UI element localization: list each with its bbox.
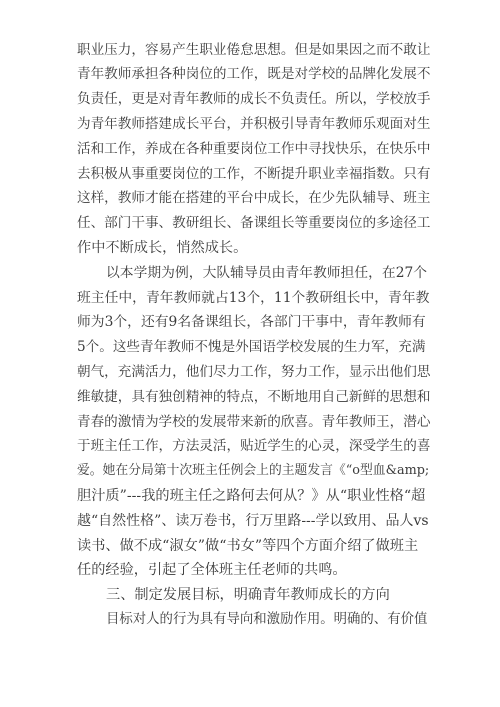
text-line-24: 目标对人的行为具有导向和激励作用。明确的、有价值 [106,612,428,627]
text-line-18: 爱。她在分局第十次班主任例会上的主题发言《“o型血&amp; [77,463,430,478]
text-line-8: 任、部门干事、教研组长、备课组长等重要岗位的多途径工 [77,215,431,231]
text-line-15: 维敏捷，具有独创精神的特点，不断地用自己新鲜的思想和 [77,389,431,405]
text-line-5: 活和工作，养成在各种重要岗位工作中寻找快乐，在快乐中 [77,141,431,157]
text-line-1: 职业压力，容易产生职业倦怠思想。但是如果因之而不敢让 [77,42,431,58]
text-line-20: 越“自然性格”、读万卷书，行万里路---学以致用、品人vs [77,513,429,529]
text-line-11: 班主任中，青年教师就占13个，11个教研组长中，青年教 [77,290,430,306]
text-line-22: 任的经验，引起了全体班主任老师的共鸣。 [77,562,347,578]
text-line-2: 青年教师承担各种岗位的工作，既是对学校的品牌化发展不 [77,66,431,82]
text-line-14: 朝气，充满活力，他们尽力工作，努力工作，显示出他们思 [77,364,431,380]
text-line-9: 作中不断成长，悄然成长。 [77,240,248,256]
text-line-6: 去积极从事重要岗位的工作，不断提升职业幸福指数。只有 [77,166,431,182]
text-line-10: 以本学期为例，大队辅导员由青年教师担任，在27个 [106,265,428,281]
text-line-4: 为青年教师搭建成长平台，并积极引导青年教师乐观面对生 [77,116,431,132]
text-line-16: 青春的激情为学校的发展带来新的欣喜。青年教师王，潜心 [77,414,431,430]
text-line-17: 于班主任工作，方法灵活，贴近学生的心灵，深受学生的喜 [77,438,431,454]
text-line-21: 读书、做不成“淑女”做“书女”等四个方面介绍了做班主 [77,538,419,554]
text-line-13: 5个。这些青年教师不愧是外国语学校发展的生力军，充满 [77,339,426,355]
section-heading: 三、制定发展目标，明确青年教师成长的方向 [106,587,390,603]
text-line-7: 这样，教师才能在搭建的平台中成长，在少先队辅导、班主 [77,190,431,206]
text-line-19: 胆汁质”---我的班主任之路何去何从？》从“职业性格“超 [77,488,426,504]
text-line-3: 负责任，更是对青年教师的成长不负责任。所以，学校放手 [77,91,431,107]
text-line-12: 师为3个，还有9名备课组长，各部门干事中，青年教师有 [77,314,426,330]
